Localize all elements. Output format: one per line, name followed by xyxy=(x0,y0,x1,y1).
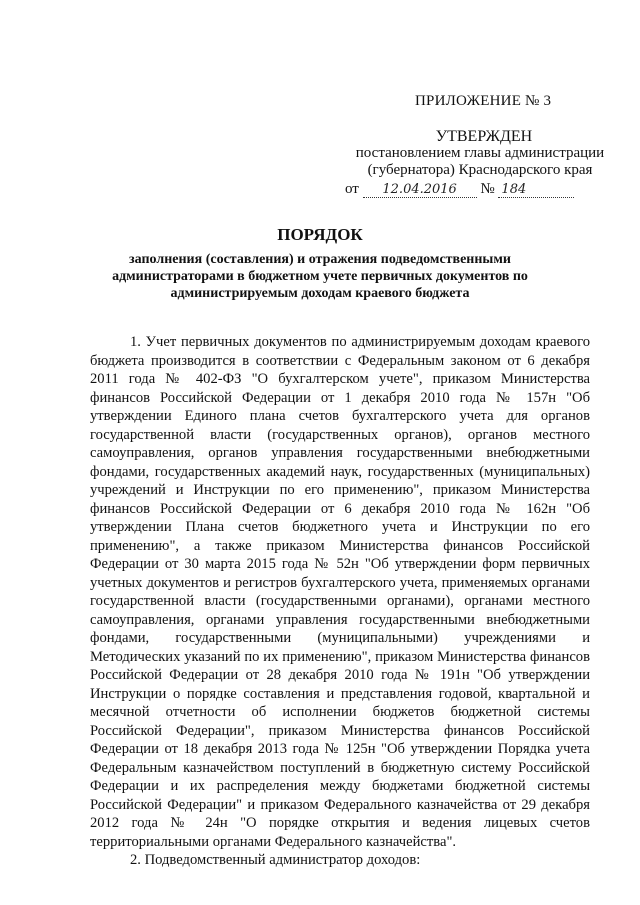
approved-line-1: постановлением главы администрации xyxy=(355,145,605,161)
document-title: ПОРЯДОК xyxy=(277,225,363,244)
appendix-label: ПРИЛОЖЕНИЕ № 3 xyxy=(415,93,552,109)
handwritten-number: 184 xyxy=(498,182,574,198)
paragraph-2: 2. Подведомственный администратор доходов: xyxy=(130,852,421,868)
number-prefix: № xyxy=(480,181,495,197)
approval-block xyxy=(330,128,630,179)
approved-title: УТВЕРЖДЕН xyxy=(435,128,533,145)
date-number-row xyxy=(345,181,574,198)
handwritten-date: 12.04.2016 xyxy=(363,182,477,198)
document-body xyxy=(90,333,590,870)
document-heading xyxy=(100,225,540,302)
date-prefix: от xyxy=(345,181,359,197)
approved-line-2: (губернатора) Краснодарского края xyxy=(367,162,593,178)
document-subtitle: заполнения (составления) и отражения подведомственными администраторами в бюджетном учете первичных документов по администрируемым доходам краевого бюджета xyxy=(112,252,528,301)
paragraph-1: 1. Учет первичных документов по администрируемым доходам краевого бюджета производится в соответствии с Федеральным законом от 6 декабря 2011 года № 402-ФЗ "О бухгалтерском учете", приказом Министерства финансов Российской Федерации от 1 декабря 2010 года № 157н "Об утверждении Единого плана счетов бухгалтерского учета для органов государственной власти (государственных органов), органов местного самоуправления, органов управления государственными внебюджетными фондами, государственных академий наук, государственных (муниципальных) учреждений и Инструкции по его применению", приказом Министерства финансов Российской Федерации от 6 декабря 2010 года № 162н "Об утверждении Плана счетов бюджетного учета и Инструкции по его применению", а также приказом Министерства финансов Российской Федерации от 30 марта 2015 года № 52н "Об утверждении форм первичных учетных документов и регистров бухгалтерского учета, применяемых органами государственной власти (государственными органами), органами местного самоуправления, органами управления государственными внебюджетными фондами, государственными (муниципальными) учреждениями и Методических указаний по их применению", приказом Министерства финансов Российской Федерации от 28 декабря 2010 года № 191н "Об утверждении Инструкции о порядке составления и представления годовой, квартальной и месячной отчетности об исполнении бюджетов бюджетной системы Российской Федерации", приказом Министерства финансов Российской Федерации от 18 декабря 2013 года № 125н "Об утверждении Порядка учета Федеральным казначейством поступлений в бюджетную систему Российской Федерации и их распределения между бюджетами бюджетной системы Российской Федерации" и приказом Федерального казначейства от 29 декабря 2012 года № 24н "О порядке открытия и ведения лицевых счетов территориальными органами Федерального казначейства". xyxy=(90,334,590,850)
